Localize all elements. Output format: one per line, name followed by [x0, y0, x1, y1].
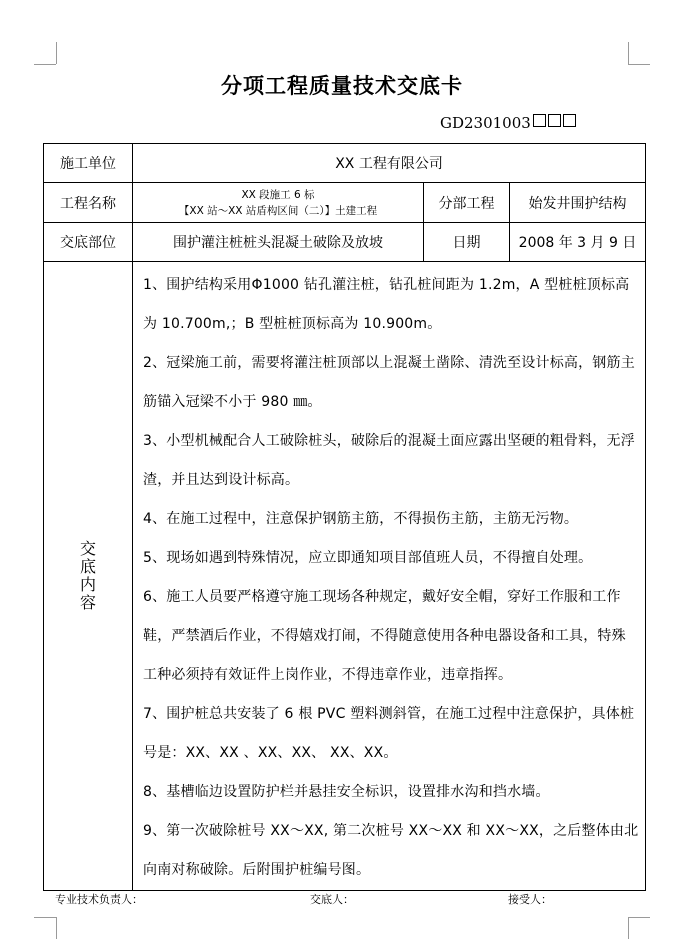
date-label: 日期 [424, 223, 510, 262]
footer-handover: 交底人： [310, 893, 354, 906]
handover-card-table [43, 143, 646, 891]
content-paragraph: 9、第一次破除桩号 XX～XX, 第二次桩号 XX～XX 和 XX～XX，之后整体由北向南对称破除。后附围护桩编号图。 [143, 823, 639, 878]
date-value: 2008 年 3 月 9 日 [510, 223, 646, 262]
content-label-char: 容 [79, 593, 96, 612]
part-value: 围护灌注桩桩头混凝土破除及放坡 [133, 223, 424, 262]
content-label-char: 底 [79, 557, 96, 576]
table-row [44, 223, 646, 262]
code-box [533, 114, 546, 127]
content-paragraph: 4、在施工过程中，注意保护钢筋主筋，不得损伤主筋，主筋无污物。 [143, 511, 579, 527]
table-row [44, 183, 646, 223]
content-paragraph: 8、基槽临边设置防护栏并悬挂安全标识，设置排水沟和挡水墙。 [143, 784, 550, 800]
content-label [44, 262, 133, 891]
unit-value: XX 工程有限公司 [133, 144, 646, 183]
content-paragraph: 2、冠梁施工前，需要将灌注桩顶部以上混凝土凿除、清洗至设计标高，钢筋主筋锚入冠梁不小于 980 ㎜。 [143, 355, 635, 410]
table-row [44, 262, 646, 891]
content-body [133, 262, 646, 891]
document-code [440, 114, 576, 132]
footer-receiver: 接受人： [508, 893, 552, 906]
content-paragraph: 3、小型机械配合人工破除桩头，破除后的混凝土面应露出坚硬的粗骨料，无浮渣，并且达到设计标高。 [143, 433, 635, 488]
table-row [44, 144, 646, 183]
unit-label: 施工单位 [44, 144, 133, 183]
subproject-label: 分部工程 [424, 183, 510, 223]
content-label-char: 内 [79, 575, 96, 594]
footer-tech-lead: 专业技术负责人： [55, 893, 143, 906]
project-line-2: 【XX 站～XX 站盾构区间（二）】土建工程 [178, 204, 378, 217]
project-value [133, 183, 424, 223]
code-box [548, 114, 561, 127]
page-title: 分项工程质量技术交底卡 [221, 73, 463, 98]
content-paragraph: 1、围护结构采用Φ1000 钻孔灌注桩，钻孔桩间距为 1.2m，A 型桩桩顶标高为 10.700m,；B 型桩桩顶标高为 10.900m。 [143, 277, 630, 332]
code-number: GD2301003 [440, 114, 531, 132]
content-label-char: 交 [79, 539, 96, 558]
subproject-value: 始发井围护结构 [510, 183, 646, 223]
content-paragraph: 7、围护桩总共安装了 6 根 PVC 塑料测斜管，在施工过程中注意保护，具体桩号是：XX、XX 、XX、XX、 XX、XX。 [143, 706, 635, 761]
part-label: 交底部位 [44, 223, 133, 262]
project-line-1: XX 段施工 6 标 [241, 188, 315, 201]
content-paragraph: 5、现场如遇到特殊情况，应立即通知项目部值班人员，不得擅自处理。 [143, 550, 593, 566]
project-label: 工程名称 [44, 183, 133, 223]
code-box [563, 114, 576, 127]
content-paragraph: 6、施工人员要严格遵守施工现场各种规定，戴好安全帽，穿好工作服和工作鞋，严禁酒后作业，不得嬉戏打闹，不得随意使用各种电器设备和工具，特殊工种必须持有效证件上岗作业，不得违章作业，违章指挥。 [143, 589, 626, 683]
